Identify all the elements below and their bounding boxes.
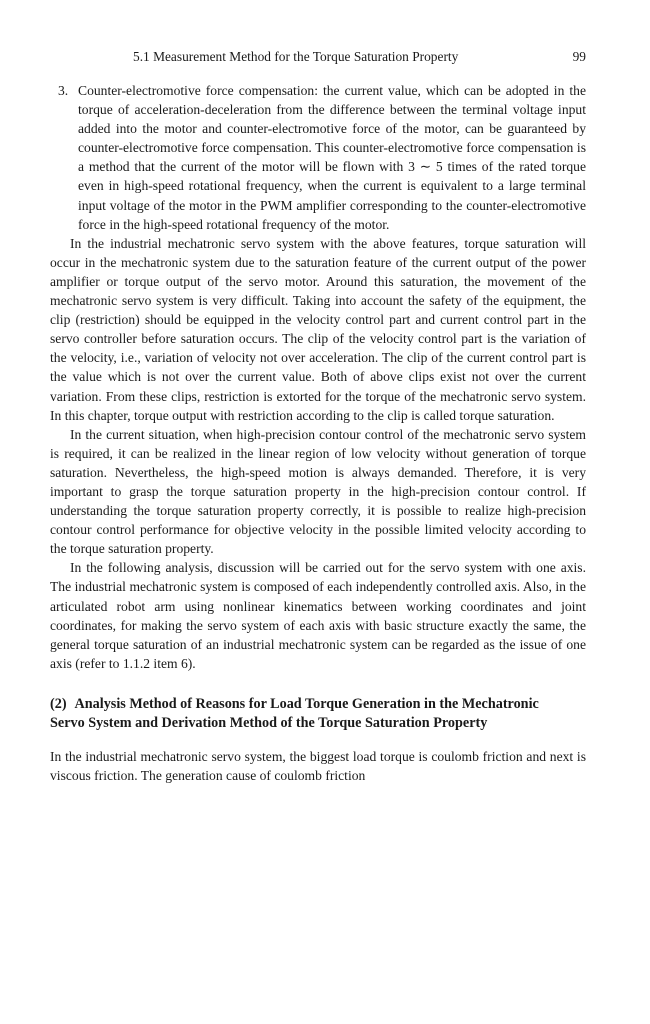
running-title: 5.1 Measurement Method for the Torque Saturation Property: [133, 49, 459, 64]
list-item-number: 3.: [58, 83, 69, 98]
paragraph-following-analysis: In the following analysis, discussion will be carried out for the servo system with one axis. The industrial mechatronic system is composed of each independently controlled axis. Also, in the articulated robot arm using nonlinear kinematics between working coordinates and joint coordinates, for making the servo system of each axis with basic structure exactly the same, the general torque saturation of an industrial mechatronic system can be regarded as the issue of one axis (refer to 1.1.2 item 6).: [50, 560, 586, 671]
running-header: [50, 47, 586, 67]
paragraph-current-situation: In the current situation, when high-precision contour control of the mechatronic servo system is required, it can be realized in the linear region of low velocity without generation of torque saturation. Nevertheless, the high-speed motion is always demanded. Therefore, it is very important to grasp the torque saturation property in the high-precision contour control. If understanding the torque saturation property correctly, it is possible to realize high-precision contour control performance for objective velocity in the possible limited velocity according to the torque saturation property.: [50, 426, 586, 557]
list-item-text: Counter-electromotive force compensation: the current value, which can be adopted in the torque of acceleration-deceleration from the difference between the terminal voltage input added into the motor and counter-electromotive force of the motor, can be guaranteed by counter-electromotive force compensation. This counter-electromotive force compensation is a method that the current of the motor will be flown with 3 ∼ 5 times of the rated torque even in high-speed rotational frequency, when the current is equivalent to a large terminal input voltage of the motor in the PWM amplifier corresponding to the counter-electromotive force in the high-speed rotational frequency of the motor.: [78, 83, 586, 232]
page-number: 99: [572, 49, 586, 64]
paragraph-torque-saturation: In the industrial mechatronic servo system with the above features, torque saturation will occur in the mechatronic system due to the saturation feature of the current output of the power amplifier or torque output of the servo motor. Around this saturation, the movement of the mechatronic servo system is very difficult. Taking into account the safety of the equipment, the clip (restriction) should be equipped in the velocity control part and current control part in the servo controller before saturation occurs. The clip of the velocity control part is the variation of the velocity, i.e., variation of velocity not over acceleration. The clip of the current control part is the value which is not over the current value. Both of above clips exist not over the current variation. From these clips, restriction is extorted for the torque of the mechatronic servo system. In this chapter, torque output with restriction according to the clip is called torque saturation.: [50, 235, 586, 423]
section-number: (2): [50, 695, 67, 712]
body-text: [50, 81, 586, 786]
list-item-counter-emf: [50, 81, 586, 234]
section-heading: [50, 695, 550, 733]
paragraph-load-torque: In the industrial mechatronic servo system, the biggest load torque is coulomb friction and next is viscous friction. The generation cause of coulomb friction: [50, 749, 586, 784]
section-title: Analysis Method of Reasons for Load Torque Generation in the Mechatronic Servo System and Derivation Method of the Torque Saturation Property: [50, 695, 539, 732]
